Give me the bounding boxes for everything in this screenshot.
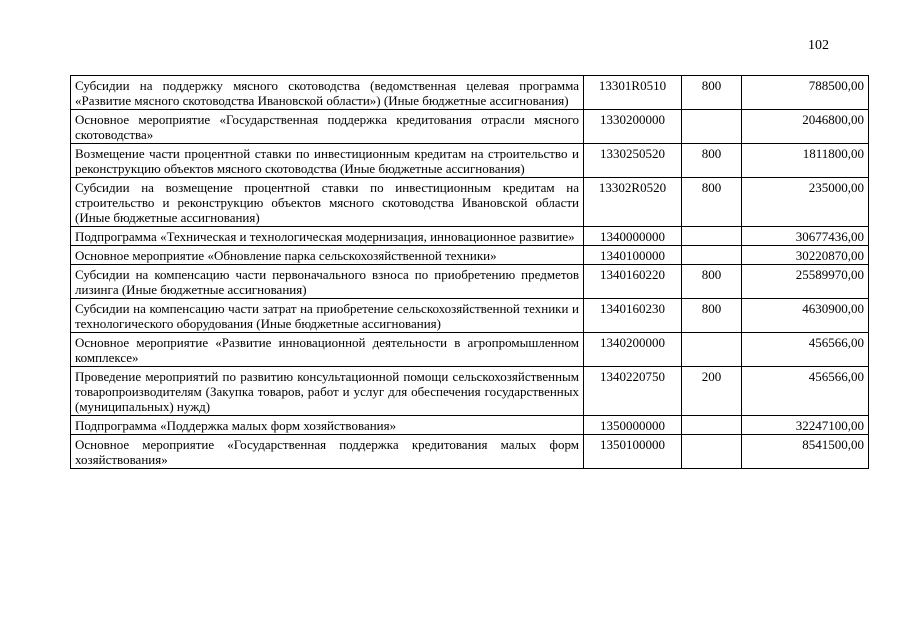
table-row [71,299,869,333]
row-amount: 2046800,00 [742,110,869,144]
table-row [71,333,869,367]
row-code: 1340160230 [584,299,682,333]
row-expense-type: 800 [682,178,742,227]
row-amount: 30220870,00 [742,246,869,265]
row-code: 1340100000 [584,246,682,265]
row-name: Субсидии на компенсацию части затрат на приобретение сельскохозяйственной техники и технологического оборудования (Иные бюджетные ассигнования) [71,299,584,333]
row-amount: 30677436,00 [742,227,869,246]
row-expense-type [682,227,742,246]
table-row [71,416,869,435]
table-row [71,227,869,246]
table-row [71,246,869,265]
row-name: Субсидии на компенсацию части первоначального взноса по приобретению предметов лизинга (Иные бюджетные ассигнования) [71,265,584,299]
page-number: 102 [808,38,829,53]
row-code: 1340000000 [584,227,682,246]
row-expense-type [682,110,742,144]
row-name: Основное мероприятие «Развитие инновационной деятельности в агропромышленном комплексе» [71,333,584,367]
row-name: Основное мероприятие «Государственная поддержка кредитования малых форм хозяйствования» [71,435,584,469]
table-row [71,110,869,144]
row-amount: 1811800,00 [742,144,869,178]
row-amount: 235000,00 [742,178,869,227]
row-expense-type [682,333,742,367]
row-name: Проведение мероприятий по развитию консультационной помощи сельскохозяйственным товаропроизводителям (Закупка товаров, работ и услуг для обеспечения государственных (муниципальных) нужд) [71,367,584,416]
row-code: 1350100000 [584,435,682,469]
row-expense-type [682,416,742,435]
table-row [71,178,869,227]
row-amount: 25589970,00 [742,265,869,299]
row-expense-type [682,246,742,265]
row-amount: 8541500,00 [742,435,869,469]
row-amount: 32247100,00 [742,416,869,435]
row-code: 1350000000 [584,416,682,435]
row-name: Подпрограмма «Поддержка малых форм хозяйствования» [71,416,584,435]
row-name: Основное мероприятие «Обновление парка сельскохозяйственной техники» [71,246,584,265]
table-row [71,144,869,178]
table-row [71,76,869,110]
row-amount: 456566,00 [742,333,869,367]
budget-table [70,75,869,469]
row-expense-type: 200 [682,367,742,416]
table-row [71,367,869,416]
row-name: Подпрограмма «Техническая и технологическая модернизация, инновационное развитие» [71,227,584,246]
row-code: 1330250520 [584,144,682,178]
row-code: 1340220750 [584,367,682,416]
row-name: Основное мероприятие «Государственная поддержка кредитования отрасли мясного скотоводства» [71,110,584,144]
table-row [71,435,869,469]
row-name: Субсидии на поддержку мясного скотоводства (ведомственная целевая программа «Развитие мясного скотоводства Ивановской области») (Иные бюджетные ассигнования) [71,76,584,110]
row-code: 1340200000 [584,333,682,367]
row-code: 13301R0510 [584,76,682,110]
row-amount: 788500,00 [742,76,869,110]
row-expense-type [682,435,742,469]
row-expense-type: 800 [682,76,742,110]
row-name: Субсидии на возмещение процентной ставки по инвестиционным кредитам на строительство и реконструкцию объектов мясного скотоводства Ивановской области (Иные бюджетные ассигнования) [71,178,584,227]
row-code: 1340160220 [584,265,682,299]
row-expense-type: 800 [682,299,742,333]
row-amount: 4630900,00 [742,299,869,333]
row-code: 1330200000 [584,110,682,144]
row-expense-type: 800 [682,265,742,299]
row-name: Возмещение части процентной ставки по инвестиционным кредитам на строительство и реконструкцию объектов мясного скотоводства (Иные бюджетные ассигнования) [71,144,584,178]
row-code: 13302R0520 [584,178,682,227]
row-expense-type: 800 [682,144,742,178]
table-row [71,265,869,299]
row-amount: 456566,00 [742,367,869,416]
